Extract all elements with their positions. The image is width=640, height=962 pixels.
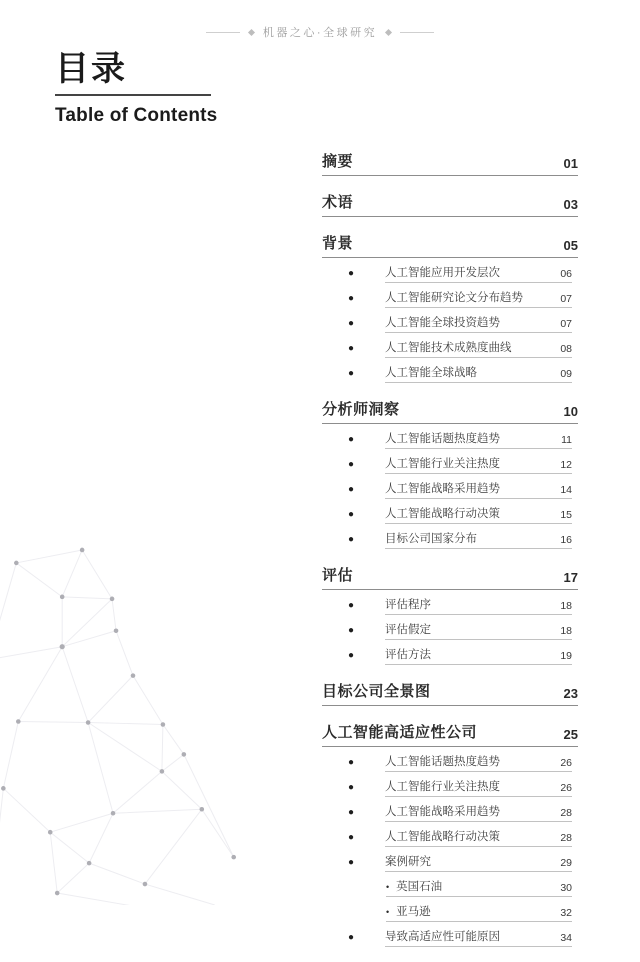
bullet-icon: ● [348,757,355,768]
toc-entry-row [385,264,572,283]
bullet-icon: ● [348,600,355,611]
toc-section [322,564,578,665]
toc-subentry [322,596,578,615]
toc-subsubentry [322,878,578,897]
toc-entry [322,398,578,424]
bullet-icon: ● [348,832,355,843]
toc-entry-page: 18 [560,600,572,612]
toc-entry-row [385,455,572,474]
toc-entry-page: 32 [560,907,572,919]
bullet-icon: ● [348,343,355,354]
toc-subentry [322,803,578,822]
toc-entry-labelwrap [386,903,431,919]
toc-subentry [322,455,578,474]
toc-entry [322,564,578,590]
toc-section [322,232,578,383]
toc-entry-row [385,853,572,872]
toc-entry-labelwrap [386,878,442,894]
toc-entry-label: 人工智能战略采用趋势 [385,806,500,818]
toc-entry-page: 18 [560,625,572,637]
toc-entry-row [386,878,572,897]
toc-entry [322,191,578,217]
toc-entry-label: 人工智能技术成熟度曲线 [385,342,512,354]
toc-subsubentry [322,903,578,922]
toc-entry-row [386,903,572,922]
bullet-icon: ● [348,932,355,943]
toc-entry-label: 人工智能研究论文分布趋势 [385,292,523,304]
bullet-icon: ● [348,807,355,818]
toc-entry-page: 15 [560,509,572,521]
toc-subentry [322,646,578,665]
title-rule [55,94,211,96]
bullet-icon: ● [348,650,355,661]
toc-subentry [322,778,578,797]
toc-section [322,150,578,176]
toc-subentry [322,364,578,383]
toc-entry-label: 人工智能行业关注热度 [385,458,500,470]
toc-entry-page: 06 [560,268,572,280]
title-block [55,50,217,127]
toc-subentry [322,753,578,772]
toc-entry-label: 背景 [322,235,354,252]
network-decoration [0,540,260,905]
toc-subentry [322,314,578,333]
toc-entry-row [385,828,572,847]
toc-entry-page: 07 [560,318,572,330]
toc-subentry [322,264,578,283]
bullet-icon: ● [348,368,355,379]
bullet-icon: ● [348,318,355,329]
toc-entry-page: 11 [561,434,572,446]
bullet-icon: ● [348,268,355,279]
toc-entry-label: 术语 [322,194,354,211]
toc-entry-row [385,430,572,449]
toc-entry-label: 英国石油 [396,881,443,893]
toc-entry-label: 导致高适应性可能原因 [385,931,500,943]
toc-entry-label: 分析师洞察 [322,401,400,418]
toc-entry-page: 30 [560,882,572,894]
toc-entry-page: 12 [560,459,572,471]
toc-entry-page: 34 [560,932,572,944]
toc-entry-row [385,530,572,549]
bullet-icon: ● [348,484,355,495]
toc-entry-label: 人工智能行业关注热度 [385,781,500,793]
bullet-icon: ● [348,434,355,445]
toc-entry-page: 29 [560,857,572,869]
toc-entry-label: 人工智能应用开发层次 [385,267,500,279]
toc-entry-label: 人工智能全球战略 [385,367,477,379]
toc-entry [322,721,578,747]
diamond-icon [385,28,392,35]
toc-section [322,721,578,947]
toc-subentry [322,621,578,640]
toc-entry-row [385,289,572,308]
toc-entry-row [385,778,572,797]
toc-entry-row [385,753,572,772]
toc-entry-page: 03 [563,197,578,212]
toc-entry-page: 07 [560,293,572,305]
bullet-icon: ● [348,293,355,304]
toc-entry-row [385,646,572,665]
toc-entry [322,680,578,706]
toc-entry-page: 28 [560,807,572,819]
toc-entry-page: 16 [560,534,572,546]
page-title-en: Table of Contents [55,105,218,127]
toc-entry-label: 目标公司国家分布 [385,533,477,545]
page-header [0,24,640,40]
bullet-icon: ● [348,534,355,545]
toc-entry-label: 人工智能战略行动决策 [385,831,500,843]
toc-entry-page: 25 [563,727,578,742]
header-rule-left [206,32,240,33]
header-rule-right [400,32,434,33]
toc-entry-label: 人工智能话题热度趋势 [385,433,500,445]
toc-entry-page: 17 [563,570,578,585]
toc-subentry [322,853,578,872]
bullet-icon: ● [348,782,355,793]
toc-section [322,398,578,549]
toc-entry-page: 26 [560,782,572,794]
bullet-icon: ● [348,625,355,636]
toc-entry-row [385,596,572,615]
diamond-icon [248,28,255,35]
toc-entry-row [385,314,572,333]
toc-entry-label: 摘要 [322,153,354,170]
toc-entry-row [385,621,572,640]
toc-entry-page: 19 [560,650,572,662]
toc-entry-row [385,480,572,499]
bullet-icon: • [386,882,390,893]
toc-subentry [322,928,578,947]
toc-entry-label: 评估 [322,567,354,584]
bullet-icon: ● [348,857,355,868]
toc-subentry [322,505,578,524]
bullet-icon: ● [348,459,355,470]
toc-subentry [322,480,578,499]
toc-entry-page: 10 [563,404,578,419]
toc-subentry [322,289,578,308]
toc-entry-label: 案例研究 [385,856,431,868]
toc-entry-row [385,803,572,822]
toc-entry-label: 评估假定 [385,624,431,636]
toc-subentry [322,430,578,449]
toc-entry-label: 评估方法 [385,649,431,661]
toc-entry-label: 人工智能战略行动决策 [385,508,500,520]
toc-entry-page: 28 [560,832,572,844]
toc-entry-page: 08 [560,343,572,355]
toc-entry-row [385,505,572,524]
toc-subentry [322,530,578,549]
toc-entry [322,150,578,176]
toc-section [322,191,578,217]
toc-entry-row [385,928,572,947]
bullet-icon: • [386,907,390,918]
toc-entry-label: 人工智能高适应性公司 [322,724,478,741]
toc-entry-page: 09 [560,368,572,380]
toc-entry-label: 亚马逊 [396,906,431,918]
toc-entry-label: 目标公司全景图 [322,683,431,700]
toc-entry-page: 14 [560,484,572,496]
table-of-contents [322,150,578,962]
toc-entry [322,232,578,258]
brand-text: 机器之心·全球研究 [262,27,378,39]
toc-entry-page: 05 [563,238,578,253]
page-title-zh: 目录 [55,50,127,88]
toc-entry-page: 01 [563,156,578,171]
toc-entry-label: 评估程序 [385,599,431,611]
toc-entry-page: 26 [560,757,572,769]
toc-entry-label: 人工智能话题热度趋势 [385,756,500,768]
toc-section [322,680,578,706]
toc-subentry [322,339,578,358]
toc-entry-label: 人工智能全球投资趋势 [385,317,500,329]
toc-subentry [322,828,578,847]
bullet-icon: ● [348,509,355,520]
toc-entry-row [385,364,572,383]
toc-entry-page: 23 [563,686,578,701]
toc-entry-label: 人工智能战略采用趋势 [385,483,500,495]
toc-entry-row [385,339,572,358]
